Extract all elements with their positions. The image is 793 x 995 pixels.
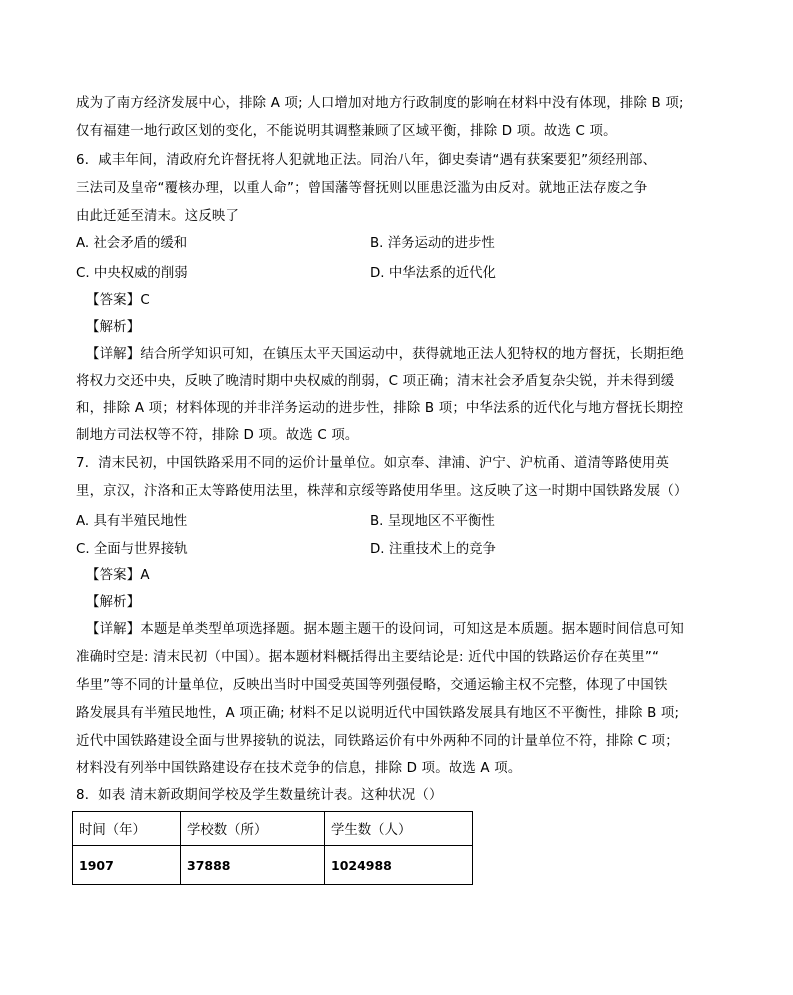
school-statistics-table (72, 811, 473, 885)
carryover-line-1: 成为了南方经济发展中心，排除 A 项; 人口增加对地方行政制度的影响在材料中没有体现，排除 B 项; (76, 96, 684, 111)
q6-detail-line-1: 【详解】结合所学知识可知，在镇压太平天国运动中，获得就地正法人犯特权的地方督抚，长期拒绝 (86, 347, 684, 362)
q7-option-b: B. 呈现地区不平衡性 (370, 514, 495, 529)
q6-detail-line-4: 制地方司法权等不符，排除 D 项。故选 C 项。 (76, 428, 359, 443)
q7-option-d: D. 注重技术上的竞争 (370, 542, 496, 557)
q7-detail-line-3: 华里”等不同的计量单位，反映出当时中国受英国等列强侵略，交通运输主权不完整，体现了中国铁 (76, 678, 668, 693)
table-header-row (73, 812, 473, 846)
q7-analysis-label: 【解析】 (86, 595, 141, 610)
q7-detail-line-6: 材料没有列举中国铁路建设存在技术竞争的信息，排除 D 项。故选 A 项。 (76, 761, 522, 776)
q7-detail-line-2: 准确时空是: 清末民初（中国）。据本题材料概括得出主要结论是: 近代中国的铁路运价存在英里”“ (76, 650, 660, 665)
q6-option-d: D. 中华法系的近代化 (370, 266, 496, 281)
q6-stem-line-3: 由此迁延至清末。这反映了 (76, 209, 240, 224)
table-header-schools: 学校数（所） (181, 812, 325, 846)
q6-stem-line-2: 三法司及皇帝“覆核办理，以重人命”；曾国藩等督抚则以匪患泛滥为由反对。就地正法存废之争 (76, 181, 648, 196)
q6-option-a: A. 社会矛盾的缓和 (76, 236, 188, 251)
table-cell-students: 1024988 (325, 846, 473, 885)
q7-stem-line-2: 里，京汉，汴洛和正太等路使用法里，株萍和京绥等路使用华里。这反映了这一时期中国铁路发展（） (76, 484, 688, 499)
q6-analysis-label: 【解析】 (86, 320, 141, 335)
q7-detail-line-4: 路发展具有半殖民地性，A 项正确; 材料不足以说明近代中国铁路发展具有地区不平衡性，排除 B 项; (76, 706, 680, 721)
q6-answer: 【答案】C (86, 293, 150, 308)
q6-option-b: B. 洋务运动的进步性 (370, 236, 495, 251)
table-cell-year: 1907 (73, 846, 181, 885)
q6-stem-line-1: 6．咸丰年间，清政府允许督抚将人犯就地正法。同治八年，御史奏请“遇有获案要犯”须经刑部、 (76, 153, 657, 168)
table-cell-schools: 37888 (181, 846, 325, 885)
table-header-year: 时间（年） (73, 812, 181, 846)
q6-detail-line-3: 和，排除 A 项；材料体现的并非洋务运动的进步性，排除 B 项；中华法系的近代化与地方督抚长期控 (76, 401, 684, 416)
carryover-line-2: 仅有福建一地行政区划的变化，不能说明其调整兼顾了区域平衡，排除 D 项。故选 C 项。 (76, 124, 617, 139)
q7-answer: 【答案】A (86, 568, 150, 583)
q6-option-c: C. 中央权威的削弱 (76, 266, 188, 281)
table-row (73, 846, 473, 885)
q6-detail-line-2: 将权力交还中央，反映了晚清时期中央权威的削弱，C 项正确；清末社会矛盾复杂尖锐，并未得到缓 (76, 374, 675, 389)
table-header-students: 学生数（人） (325, 812, 473, 846)
q7-detail-line-5: 近代中国铁路建设全面与世界接轨的说法，同铁路运价有中外两种不同的计量单位不符，排除 C 项； (76, 734, 679, 749)
q7-stem-line-1: 7．清末民初，中国铁路采用不同的运价计量单位。如京奉、津浦、沪宁、沪杭甬、道清等路使用英 (76, 456, 670, 471)
q8-stem-line-1: 8．如表 清末新政期间学校及学生数量统计表。这种状况（） (76, 788, 443, 803)
q7-option-a: A. 具有半殖民地性 (76, 514, 188, 529)
q7-option-c: C. 全面与世界接轨 (76, 542, 188, 557)
q7-detail-line-1: 【详解】本题是单类型单项选择题。据本题主题干的设问词，可知这是本质题。据本题时间信息可知 (86, 622, 684, 637)
